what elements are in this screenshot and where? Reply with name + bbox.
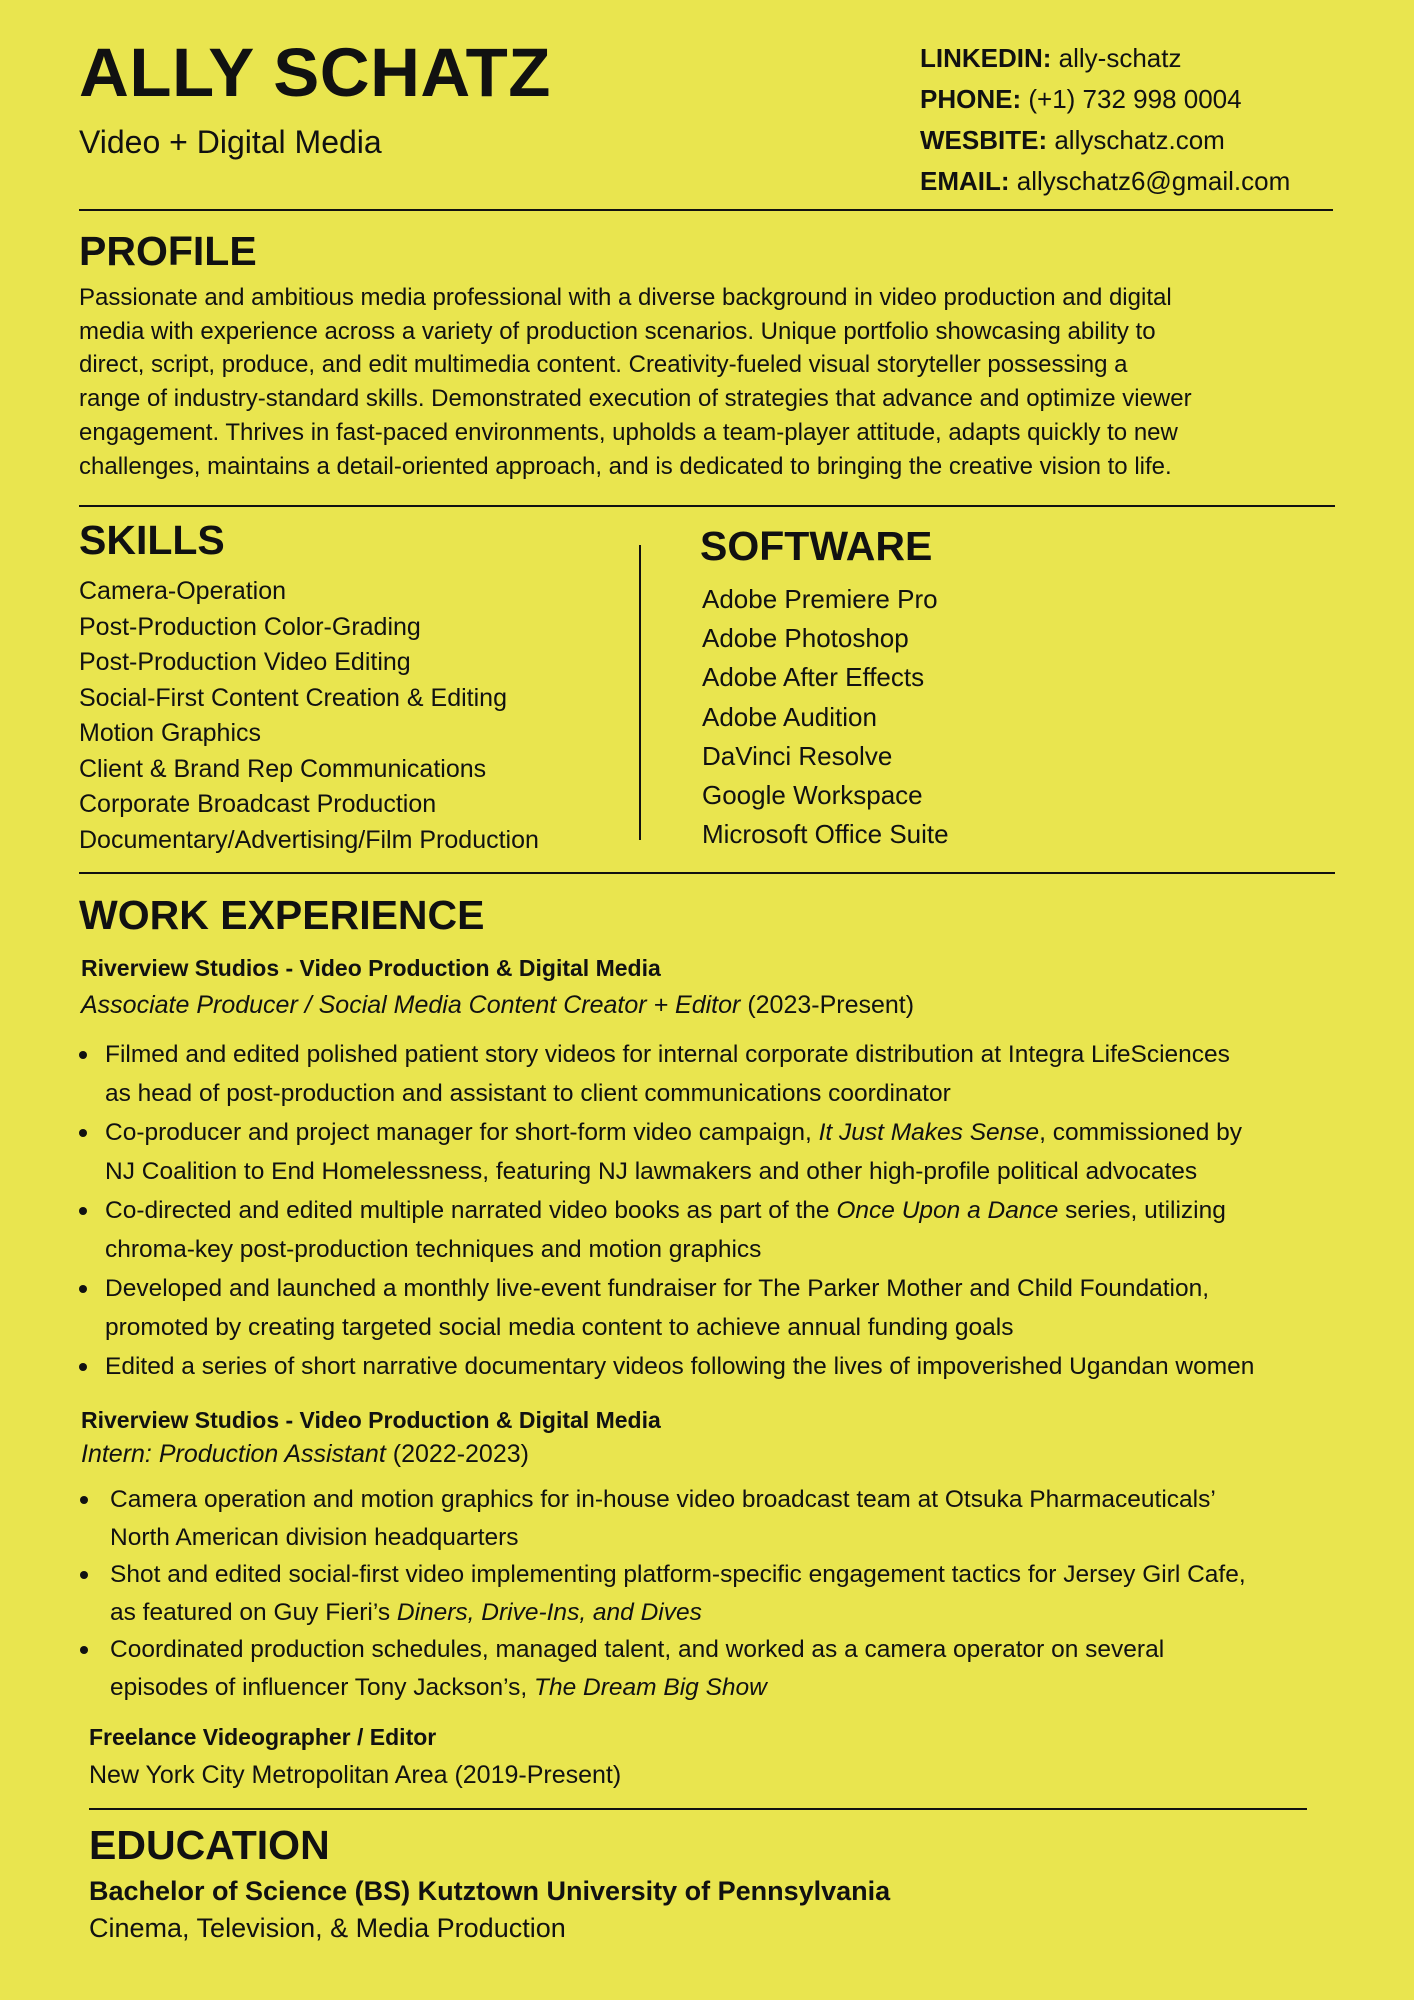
software-heading: SOFTWARE [700,523,933,569]
divider [89,1808,1307,1810]
bullet-line: Co-directed and edited multiple narrated video books as part of the Once Upon a Dance series, utilizing [105,1197,1226,1224]
bullet-line: NJ Coalition to End Homelessness, featuring NJ lawmakers and other high-profile political advocates [105,1158,1198,1185]
job-company: Riverview Studios - Video Production & Digital Media [81,1407,661,1433]
job-role: Intern: Production Assistant (2022-2023) [81,1439,529,1468]
software-item: DaVinci Resolve [702,740,893,771]
bullet-line: Filmed and edited polished patient story videos for internal corporate distribution at Integra LifeSciences [105,1041,1230,1068]
bullet-line: Edited a series of short narrative documentary videos following the lives of impoverished Ugandan women [105,1353,1255,1380]
profile-summary: Passionate and ambitious media professional with a diverse background in video production and digital media with experience across a variety of production scenarios. Unique portfolio showcasing ability to direct, script, produce, and edit multimedia content. Creativity-fueled visual storyteller possessing a range of industry-standard skills. Demonstrated execution of strategies that advance and optimize viewer engagement. Thrives in fast-paced environments, upholds a team-player attitude, adapts quickly to new challenges, maintains a detail-oriented approach, and is dedicated to bringing the creative vision to life. [79,284,1192,480]
divider [79,872,1335,874]
job-company: Riverview Studios - Video Production & Digital Media [81,955,661,981]
software-item: Microsoft Office Suite [702,819,949,850]
contact-email: EMAIL: allyschatz6@gmail.com [920,166,1291,196]
job-bullets [80,1481,1380,1706]
bullet-line: Shot and edited social-first video implementing platform-specific engagement tactics for Jersey Girl Cafe, [110,1561,1246,1588]
skill-item: Post-Production Color-Grading [79,612,421,641]
bullet-item [80,1481,1380,1556]
bullet-line: Coordinated production schedules, managed talent, and worked as a camera operator on several [110,1636,1165,1663]
bullet-line: episodes of influencer Tony Jackson’s, The Dream Big Show [110,1673,767,1701]
job-entry [81,955,914,1020]
bullet-line: Camera operation and motion graphics for in-house video broadcast team at Otsuka Pharmaceuticals’ [110,1486,1216,1513]
skill-item: Client & Brand Rep Communications [79,754,487,783]
bullet-line: chroma-key post-production techniques and motion graphics [105,1236,762,1263]
software-item: Adobe After Effects [702,662,925,693]
contact-linkedin: LINKEDIN: ally-schatz [920,43,1182,73]
skills-heading: SKILLS [79,517,225,563]
education-degree: Bachelor of Science (BS) Kutztown University of Pennsylvania [89,1876,891,1906]
divider [79,209,1333,211]
bullet-line: as head of post-production and assistant to client communications coordinator [105,1080,951,1107]
skill-item: Motion Graphics [79,719,262,747]
software-item: Google Workspace [702,780,923,811]
skill-item: Post-Production Video Editing [79,648,411,676]
skill-item: Documentary/Advertising/Film Production [79,825,539,854]
bullet-item [79,1035,1379,1113]
bullet-line: promoted by creating targeted social media content to achieve annual funding goals [105,1314,1014,1341]
bullet-item [79,1191,1379,1269]
job-bullets [79,1035,1379,1386]
bullet-item [80,1631,1380,1706]
contact-phone: PHONE: (+1) 732 998 0004 [920,84,1242,114]
bullet-item [79,1347,1379,1386]
education-field: Cinema, Television, & Media Production [89,1913,566,1943]
bullet-line: as featured on Guy Fieri’s Diners, Drive-Ins, and Dives [110,1598,702,1626]
bullet-line: Co-producer and project manager for short-form video campaign, It Just Makes Sense, commissioned by [105,1119,1243,1146]
candidate-tagline: Video + Digital Media [79,124,382,160]
bullet-item [79,1113,1379,1191]
freelance-detail: New York City Metropolitan Area (2019-Present) [89,1760,622,1789]
bullet-line: North American division headquarters [110,1523,519,1551]
software-item: Adobe Photoshop [702,623,909,654]
job-entry [81,1407,661,1469]
column-divider [639,545,641,840]
skills-list [79,574,539,858]
profile-heading: PROFILE [79,228,257,274]
software-item: Adobe Premiere Pro [702,584,938,614]
bullet-line: Developed and launched a monthly live-event fundraiser for The Parker Mother and Child Foundation, [105,1275,1210,1302]
contact-block [920,38,1290,202]
freelance-title: Freelance Videographer / Editor [89,1724,437,1750]
bullet-item [80,1556,1380,1631]
software-list [702,580,949,854]
skill-item: Corporate Broadcast Production [79,790,437,818]
contact-website: WESBITE: allyschatz.com [920,125,1225,155]
candidate-name: ALLY SCHATZ [79,34,551,111]
skill-item: Social-First Content Creation & Editing [79,683,507,712]
bullet-item [79,1269,1379,1347]
software-item: Adobe Audition [702,701,877,732]
education-heading: EDUCATION [89,1822,330,1868]
divider [79,505,1335,507]
skill-item: Camera-Operation [79,577,287,605]
freelance-entry [89,1724,621,1790]
work-heading: WORK EXPERIENCE [79,892,485,938]
job-role: Associate Producer / Social Media Content Creator + Editor (2023-Present) [81,990,915,1019]
